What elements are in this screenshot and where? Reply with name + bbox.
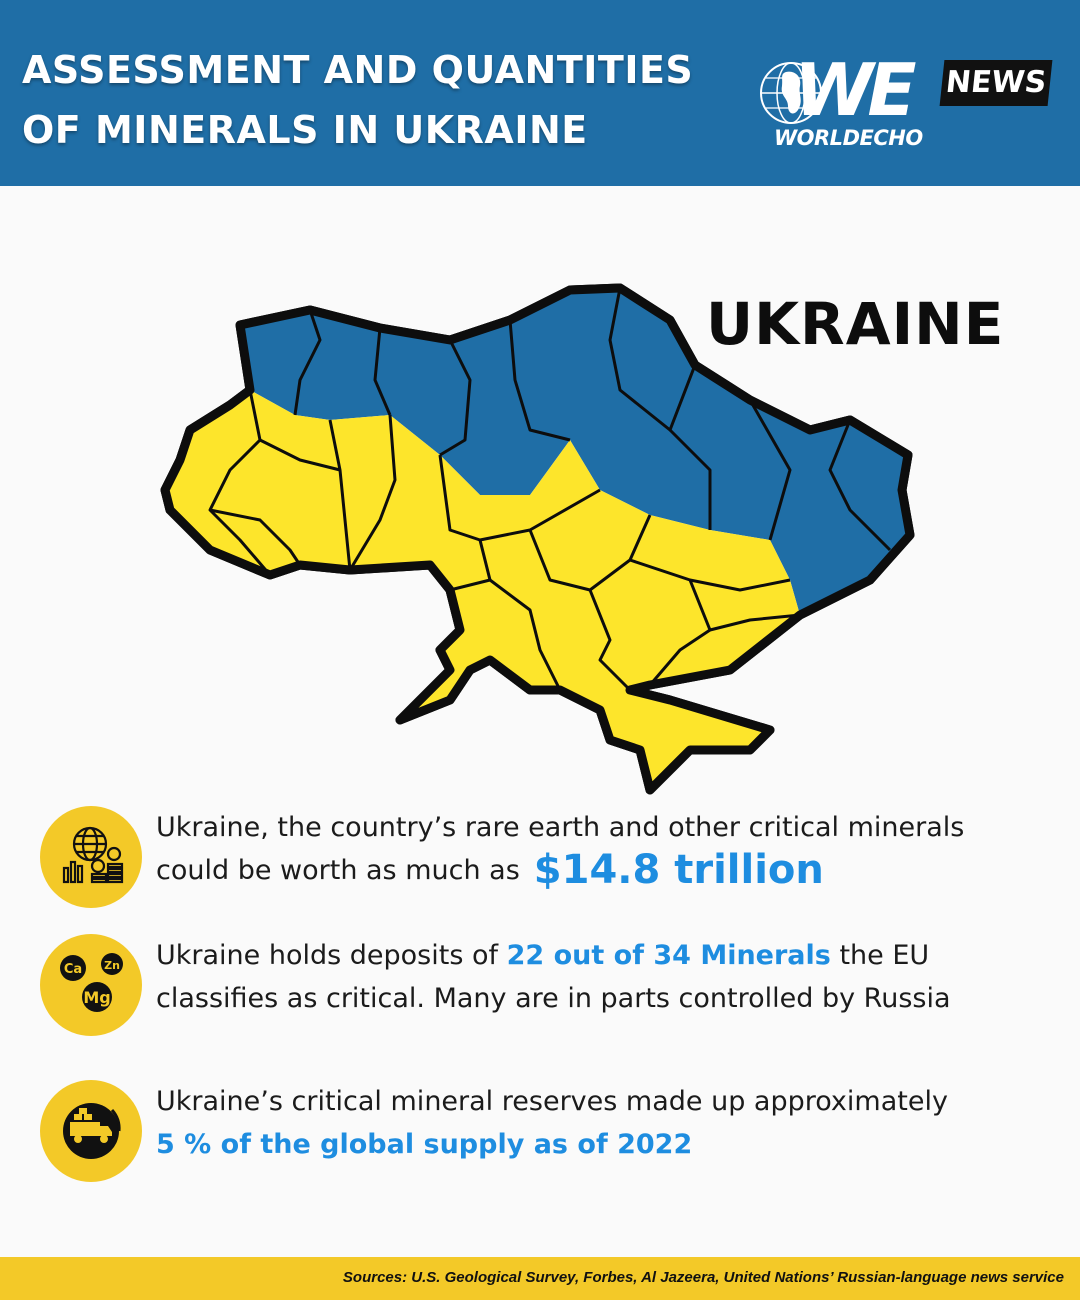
fact-icon-circle	[40, 934, 142, 1036]
fact-text-before: Ukraine’s critical mineral reserves made up approximately	[156, 1086, 948, 1117]
fact-text	[156, 934, 1036, 1020]
fact-icon-circle	[40, 806, 142, 908]
header-banner	[0, 0, 1080, 186]
fact-highlight-value: 5 % of the global supply as of 2022	[156, 1129, 693, 1160]
fact-text	[156, 1080, 1036, 1166]
fact-text	[156, 806, 1036, 892]
fact-highlight-value: 22 out of 34 Minerals	[506, 940, 831, 971]
footer-bar	[0, 1257, 1080, 1300]
truck-supply-icon	[40, 1080, 142, 1182]
title-line-1: ASSESSMENT AND QUANTITIES	[22, 48, 694, 92]
fact-item-worth	[40, 806, 1040, 911]
element-zn-label: Zn	[104, 959, 120, 972]
logo-worldecho-text: WORLDECHO	[774, 126, 923, 150]
fact-item-supply	[40, 1080, 1040, 1185]
fact-text-after: the EU classifies as critical. Many are in parts controlled by Russia	[156, 940, 951, 1014]
globe-money-chart-icon	[40, 806, 142, 908]
fact-icon-circle	[40, 1080, 142, 1182]
fact-highlight-value: $14.8 trillion	[533, 847, 824, 893]
fact-text-before: Ukraine holds deposits of	[156, 940, 499, 971]
sources-text: Sources: U.S. Geological Survey, Forbes, Al Jazeera, United Nations’ Russian-language news service	[342, 1269, 1064, 1286]
element-mg-label: Mg	[83, 988, 111, 1007]
ukraine-map	[150, 280, 930, 810]
fact-text-before: Ukraine, the country’s rare earth and other critical minerals could be worth as much as	[156, 812, 965, 886]
element-ca-label: Ca	[63, 962, 83, 977]
logo-we-text: WE	[794, 48, 911, 132]
title-line-2: OF MINERALS IN UKRAINE	[22, 108, 588, 152]
logo-news-badge: NEWS	[940, 60, 1053, 106]
fact-item-deposits	[40, 934, 1040, 1039]
map-label: UKRAINE	[706, 290, 1005, 358]
chemical-elements-icon	[40, 934, 142, 1036]
worldecho-logo	[756, 50, 1056, 160]
page-title	[22, 40, 693, 160]
